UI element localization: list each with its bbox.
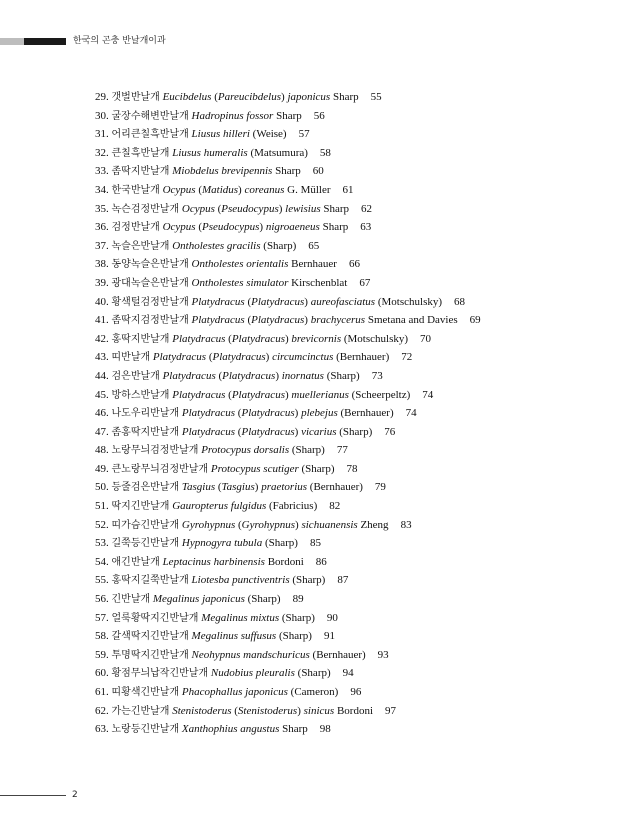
korean-name: 노랑등긴반날개 <box>111 724 180 736</box>
scientific-name-italic: inornatus <box>281 369 324 382</box>
page-ref: 90 <box>326 611 338 624</box>
toc-entry <box>95 478 615 497</box>
entry-number: 33. <box>95 165 109 178</box>
scientific-name-italic: Protocypus dorsalis <box>201 444 290 457</box>
scientific-name-italic: Xanthophius angustus <box>181 723 280 736</box>
scientific-name-text: (Matsumura) <box>247 146 308 159</box>
toc-entry <box>95 330 615 349</box>
page-ref: 56 <box>313 109 325 122</box>
toc-entry <box>95 274 615 293</box>
scientific-name-text: ( <box>215 481 222 494</box>
entry-number: 46. <box>95 407 109 420</box>
toc-entry <box>95 516 615 535</box>
page-ref: 76 <box>384 425 396 438</box>
footer-rule <box>0 795 66 796</box>
entry-number: 38. <box>95 258 109 271</box>
korean-name: 애긴반날개 <box>111 556 160 568</box>
korean-name: 홍딱지길쭉반날개 <box>111 575 189 587</box>
scientific-name-text: ) <box>238 183 245 196</box>
page-ref: 61 <box>342 183 354 196</box>
scientific-name-text: (Sharp) <box>336 425 373 438</box>
entry-number: 54. <box>95 555 109 568</box>
scientific-name-italic: Platydracus <box>231 332 285 345</box>
scientific-name-text: Zheng <box>357 518 389 531</box>
page-ref: 82 <box>329 500 341 513</box>
scientific-name-text: ) <box>284 388 292 401</box>
toc-entry <box>95 423 615 442</box>
toc-entry <box>95 497 615 516</box>
scientific-name-text: ) <box>304 295 311 308</box>
entry-number: 59. <box>95 648 109 661</box>
scientific-name-italic: plebejus <box>301 407 338 420</box>
korean-name: 띠가슴긴반날개 <box>111 519 180 531</box>
scientific-name-italic: muellerianus <box>291 388 349 401</box>
page-ref: 66 <box>348 258 360 271</box>
toc-entry <box>95 162 615 181</box>
korean-name: 나도우리반날개 <box>111 408 180 420</box>
scientific-name-text: ( <box>231 704 238 717</box>
toc-entry <box>95 534 615 553</box>
page-ref: 79 <box>374 481 386 494</box>
scientific-name-italic: Hadropinus fossor <box>191 109 274 122</box>
entry-number: 61. <box>95 686 109 698</box>
scientific-name-italic: Liusus humeralis <box>172 146 248 159</box>
korean-name: 가는긴반날개 <box>111 705 170 717</box>
scientific-name-italic: praetorius <box>261 481 308 494</box>
scientific-name-text: (Sharp) <box>244 593 281 606</box>
toc-entry <box>95 237 615 256</box>
toc-entry <box>95 460 615 479</box>
scientific-name-italic: Pseudocypus <box>221 202 279 215</box>
toc-entry <box>95 386 615 405</box>
scientific-name-italic: japonicus <box>287 91 331 103</box>
korean-name: 어리큰칠흑반날개 <box>111 129 189 141</box>
scientific-name-text: ( <box>244 295 252 308</box>
page-ref: 69 <box>469 314 481 327</box>
scientific-name-italic: Platydracus <box>191 314 245 327</box>
page-ref: 96 <box>350 686 362 698</box>
scientific-name-italic: Platydracus <box>172 332 226 345</box>
scientific-name-text: Sharp <box>273 109 302 122</box>
toc-entry <box>95 311 615 330</box>
entry-number: 42. <box>95 332 109 345</box>
scientific-name-text: Sharp <box>330 91 359 103</box>
page-ref: 91 <box>323 630 335 643</box>
page-ref: 57 <box>298 128 310 141</box>
toc-entry <box>95 609 615 628</box>
scientific-name-text: ) <box>275 369 282 382</box>
scientific-name-italic: Platydracus <box>152 351 207 364</box>
scientific-name-text: ( <box>235 425 242 438</box>
korean-name: 녹슨검정반날개 <box>111 203 180 215</box>
scientific-name-text: (Bernhauer) <box>337 407 394 420</box>
entry-number: 36. <box>95 221 109 234</box>
scientific-name-italic: Protocypus scutiger <box>210 462 299 475</box>
korean-name: 큰노랑무늬검정반날개 <box>111 463 209 475</box>
korean-name: 녹슬은반날개 <box>111 240 170 252</box>
scientific-name-text: Bordoni <box>334 704 373 717</box>
toc-entry <box>95 683 615 702</box>
korean-name: 띠반날개 <box>111 352 151 364</box>
scientific-name-text: (Cameron) <box>287 686 339 698</box>
page-ref: 73 <box>371 369 383 382</box>
korean-name: 긴반날개 <box>111 594 151 606</box>
korean-name: 광대녹슬은반날개 <box>111 277 189 289</box>
scientific-name-italic: Ocypus <box>162 183 196 196</box>
entry-number: 52. <box>95 518 109 531</box>
entry-number: 39. <box>95 276 109 289</box>
scientific-name-text: ) <box>294 407 302 420</box>
korean-name: 검정반날개 <box>111 222 160 234</box>
toc-entry <box>95 441 615 460</box>
scientific-name-italic: Neohypnus mandschuricus <box>191 648 310 661</box>
scientific-name-italic: Hypnogyra tubula <box>181 537 263 550</box>
korean-name: 갯벌반날개 <box>111 92 160 103</box>
scientific-name-italic: Phacophallus japonicus <box>181 686 288 698</box>
scientific-name-text: ( <box>244 314 252 327</box>
scientific-name-text: ( <box>235 518 242 531</box>
scientific-name-italic: Ontholestes gracilis <box>172 239 261 252</box>
entry-number: 62. <box>95 704 109 717</box>
scientific-name-italic: sichuanensis <box>301 518 358 531</box>
korean-name: 띠황색긴반날개 <box>111 687 180 698</box>
scientific-name-italic: Stenistoderus <box>237 704 298 717</box>
korean-name: 좀홍딱지반날개 <box>111 426 180 438</box>
scientific-name-italic: Platydracus <box>181 425 236 438</box>
page-ref: 98 <box>319 723 331 736</box>
scientific-name-italic: Leptacinus harbinensis <box>162 555 265 568</box>
scientific-name-italic: Platydracus <box>212 351 266 364</box>
entry-number: 31. <box>95 128 109 141</box>
entry-number: 55. <box>95 574 109 587</box>
toc-entry <box>95 125 615 144</box>
entry-number: 51. <box>95 500 109 513</box>
scientific-name-text: ( <box>206 351 213 364</box>
entry-number: 63. <box>95 723 109 736</box>
scientific-name-italic: aureofasciatus <box>310 295 376 308</box>
scientific-name-text: (Scheerpeltz) <box>348 388 411 401</box>
toc-entry <box>95 218 615 237</box>
page-ref: 89 <box>292 593 304 606</box>
entry-number: 41. <box>95 314 109 327</box>
entry-number: 45. <box>95 388 109 401</box>
korean-name: 큰칠흑반날개 <box>111 147 170 159</box>
korean-name: 투명딱지긴반날개 <box>111 649 189 661</box>
scientific-name-italic: circumcinctus <box>272 351 334 364</box>
entry-number: 50. <box>95 481 109 494</box>
scientific-name-text: ) <box>278 202 286 215</box>
scientific-name-text: Bernhauer <box>288 258 337 271</box>
korean-name: 검은반날개 <box>111 370 160 382</box>
scientific-name-italic: Tasgius <box>221 481 255 494</box>
entry-number: 49. <box>95 462 109 475</box>
toc-entry <box>95 590 615 609</box>
scientific-name-italic: Nudobius pleuralis <box>210 667 295 680</box>
scientific-name-text: ) <box>297 704 304 717</box>
scientific-name-text: Smetana and Davies <box>365 314 458 327</box>
entry-number: 47. <box>95 425 109 438</box>
entry-number: 60. <box>95 667 109 680</box>
scientific-name-italic: Platydracus <box>191 295 245 308</box>
scientific-name-text: (Sharp) <box>323 369 360 382</box>
running-header-title: 한국의 곤충 반날개이과 <box>73 36 166 46</box>
scientific-name-italic: Megalinus japonicus <box>152 593 245 606</box>
scientific-name-text: ( <box>211 91 218 103</box>
korean-name: 홍딱지반날개 <box>111 333 170 345</box>
scientific-name-text: ) <box>259 221 266 234</box>
toc-entry <box>95 144 615 163</box>
scientific-name-text: (Sharp) <box>289 574 326 587</box>
scientific-name-italic: sinicus <box>303 704 335 717</box>
scientific-name-text: (Bernhauer) <box>307 481 363 494</box>
entry-number: 53. <box>95 537 109 550</box>
scientific-name-italic: Platydracus <box>251 314 305 327</box>
scientific-name-text: ( <box>195 221 202 234</box>
korean-name: 노랑무늬검정반날개 <box>111 445 199 457</box>
page-ref: 83 <box>400 518 412 531</box>
entry-number: 29. <box>95 91 109 103</box>
scientific-name-italic: vicarius <box>301 425 337 438</box>
korean-name: 좀딱지검정반날개 <box>111 315 189 327</box>
toc-entry <box>95 255 615 274</box>
toc-entry <box>95 88 615 107</box>
entry-number: 30. <box>95 109 109 122</box>
scientific-name-italic: Platydracus <box>172 388 226 401</box>
entry-number: 44. <box>95 369 109 382</box>
korean-name: 동양녹슬은반날개 <box>111 259 189 271</box>
page-ref: 60 <box>312 165 324 178</box>
scientific-name-italic: Ontholestes simulator <box>191 276 289 289</box>
toc-entry <box>95 348 615 367</box>
entry-number: 57. <box>95 611 109 624</box>
toc-entry <box>95 367 615 386</box>
toc-entry <box>95 181 615 200</box>
entry-number: 43. <box>95 351 109 364</box>
page-ref: 74 <box>422 388 434 401</box>
scientific-name-italic: Liotesba punctiventris <box>191 574 290 587</box>
scientific-name-text: G. Müller <box>284 183 331 196</box>
page-ref: 62 <box>361 202 373 215</box>
scientific-name-italic: Ocypus <box>181 202 215 215</box>
scientific-name-text: ) <box>304 314 311 327</box>
page-ref: 86 <box>315 555 327 568</box>
korean-name: 길쭉등긴반날개 <box>111 538 180 550</box>
page-ref: 87 <box>337 574 349 587</box>
scientific-name-italic: Platydracus <box>241 407 295 420</box>
scientific-name-italic: Ontholestes orientalis <box>191 258 289 271</box>
page-ref: 65 <box>308 239 320 252</box>
scientific-name-text: (Bernhauer) <box>333 351 390 364</box>
scientific-name-text: ) <box>265 351 273 364</box>
scientific-name-text: ) <box>281 91 288 103</box>
korean-name: 황점무늬납작긴반날개 <box>111 668 209 680</box>
scientific-name-italic: Platydracus <box>241 425 295 438</box>
table-of-contents <box>95 88 615 739</box>
scientific-name-text: (Sharp) <box>289 444 325 457</box>
scientific-name-text: (Sharp) <box>294 667 331 680</box>
scientific-name-italic: Gyrohypnus <box>241 518 296 531</box>
scientific-name-italic: Tasgius <box>181 481 216 494</box>
scientific-name-text: ( <box>214 202 222 215</box>
scientific-name-italic: coreanus <box>244 183 285 196</box>
scientific-name-text: ) <box>294 425 302 438</box>
page-ref: 55 <box>370 91 382 103</box>
page-ref: 58 <box>319 146 331 159</box>
korean-name: 갈색딱지긴반날개 <box>111 631 189 643</box>
toc-entry <box>95 571 615 590</box>
page-ref: 85 <box>309 537 321 550</box>
scientific-name-italic: Platydracus <box>251 295 305 308</box>
scientific-name-italic: Eucibdelus <box>162 91 212 103</box>
scientific-name-text: (Bernhauer) <box>309 648 366 661</box>
toc-entry <box>95 553 615 572</box>
scientific-name-text: ( <box>195 183 202 196</box>
korean-name: 등줄검은반날개 <box>111 482 180 494</box>
page-ref: 63 <box>360 221 372 234</box>
entry-number: 56. <box>95 593 109 606</box>
page-ref: 70 <box>420 332 432 345</box>
scientific-name-italic: Stenistoderus <box>172 704 232 717</box>
page-ref: 94 <box>342 667 354 680</box>
scientific-name-italic: Megalinus suffusus <box>191 630 277 643</box>
page-ref: 72 <box>401 351 413 364</box>
entry-number: 37. <box>95 239 109 252</box>
scientific-name-text: (Sharp) <box>260 239 297 252</box>
scientific-name-text: (Fabricius) <box>266 500 318 513</box>
scientific-name-italic: Pseudocypus <box>201 221 260 234</box>
scientific-name-italic: brevicornis <box>291 332 342 345</box>
toc-entry <box>95 627 615 646</box>
scientific-name-text: ) <box>284 332 292 345</box>
korean-name: 한국반날개 <box>111 184 160 196</box>
scientific-name-text: ( <box>225 388 232 401</box>
scientific-name-italic: Gauropterus fulgidus <box>172 500 267 513</box>
scientific-name-italic: Platydracus <box>162 369 216 382</box>
page-ref: 97 <box>385 704 396 717</box>
scientific-name-italic: lewisius <box>285 202 321 215</box>
scientific-name-text: Sharp <box>279 723 308 736</box>
scientific-name-text: (Sharp) <box>262 537 298 550</box>
scientific-name-italic: Liusus hilleri <box>191 128 250 141</box>
scientific-name-italic: Miobdelus brevipennis <box>172 165 273 178</box>
scientific-name-text: (Sharp) <box>279 611 315 624</box>
scientific-name-text: Sharp <box>319 221 349 234</box>
korean-name: 굴장수해변반날개 <box>111 110 189 122</box>
scientific-name-italic: Ocypus <box>162 221 196 234</box>
korean-name: 얼룩황딱지긴반날개 <box>111 612 199 624</box>
scientific-name-text: ( <box>225 332 232 345</box>
entry-number: 34. <box>95 183 109 196</box>
korean-name: 방하스반날개 <box>111 389 170 401</box>
scientific-name-italic: Platydracus <box>231 388 285 401</box>
korean-name: 좀딱지반날개 <box>111 166 170 178</box>
entry-number: 58. <box>95 630 109 643</box>
toc-entry <box>95 404 615 423</box>
scientific-name-text: (Sharp) <box>276 630 312 643</box>
scientific-name-text: ) <box>295 518 302 531</box>
page-ref: 74 <box>405 407 417 420</box>
korean-name: 딱지긴반날개 <box>111 501 170 513</box>
page-ref: 68 <box>454 295 466 308</box>
page-number: 2 <box>72 790 78 800</box>
page-ref: 78 <box>346 462 358 475</box>
toc-entry <box>95 720 615 739</box>
entry-number: 32. <box>95 146 109 159</box>
header-bar-dark <box>24 38 66 45</box>
toc-entry <box>95 293 615 312</box>
toc-entry <box>95 664 615 683</box>
entry-number: 40. <box>95 295 109 308</box>
header-bar-light <box>0 38 24 45</box>
toc-entry <box>95 702 615 721</box>
scientific-name-italic: Gyrohypnus <box>181 518 236 531</box>
scientific-name-text: Sharp <box>320 202 350 215</box>
page-ref: 77 <box>336 444 348 457</box>
page-ref: 93 <box>377 648 389 661</box>
scientific-name-text: (Weise) <box>249 128 287 141</box>
toc-entry <box>95 200 615 219</box>
korean-name: 황색털검정반날개 <box>111 296 189 308</box>
scientific-name-text: Sharp <box>272 165 301 178</box>
scientific-name-text: (Motschulsky) <box>375 295 443 308</box>
entry-number: 35. <box>95 202 109 215</box>
page-ref: 67 <box>359 276 371 289</box>
scientific-name-italic: nigroaeneus <box>265 221 320 234</box>
entry-number: 48. <box>95 444 109 457</box>
scientific-name-italic: Pareucibdelus <box>217 91 282 103</box>
scientific-name-text: ( <box>215 369 223 382</box>
scientific-name-italic: Matidus <box>201 183 239 196</box>
scientific-name-text: (Sharp) <box>298 462 335 475</box>
scientific-name-text: Bordoni <box>264 555 304 568</box>
scientific-name-text: ( <box>235 407 242 420</box>
scientific-name-italic: Platydracus <box>222 369 276 382</box>
scientific-name-text: ) <box>254 481 262 494</box>
scientific-name-italic: Platydracus <box>181 407 236 420</box>
scientific-name-italic: Megalinus mixtus <box>201 611 280 624</box>
toc-entry <box>95 646 615 665</box>
scientific-name-italic: brachycerus <box>310 314 366 327</box>
scientific-name-text: Kirschenblat <box>288 276 348 289</box>
toc-entry <box>95 107 615 126</box>
scientific-name-text: (Motschulsky) <box>341 332 409 345</box>
